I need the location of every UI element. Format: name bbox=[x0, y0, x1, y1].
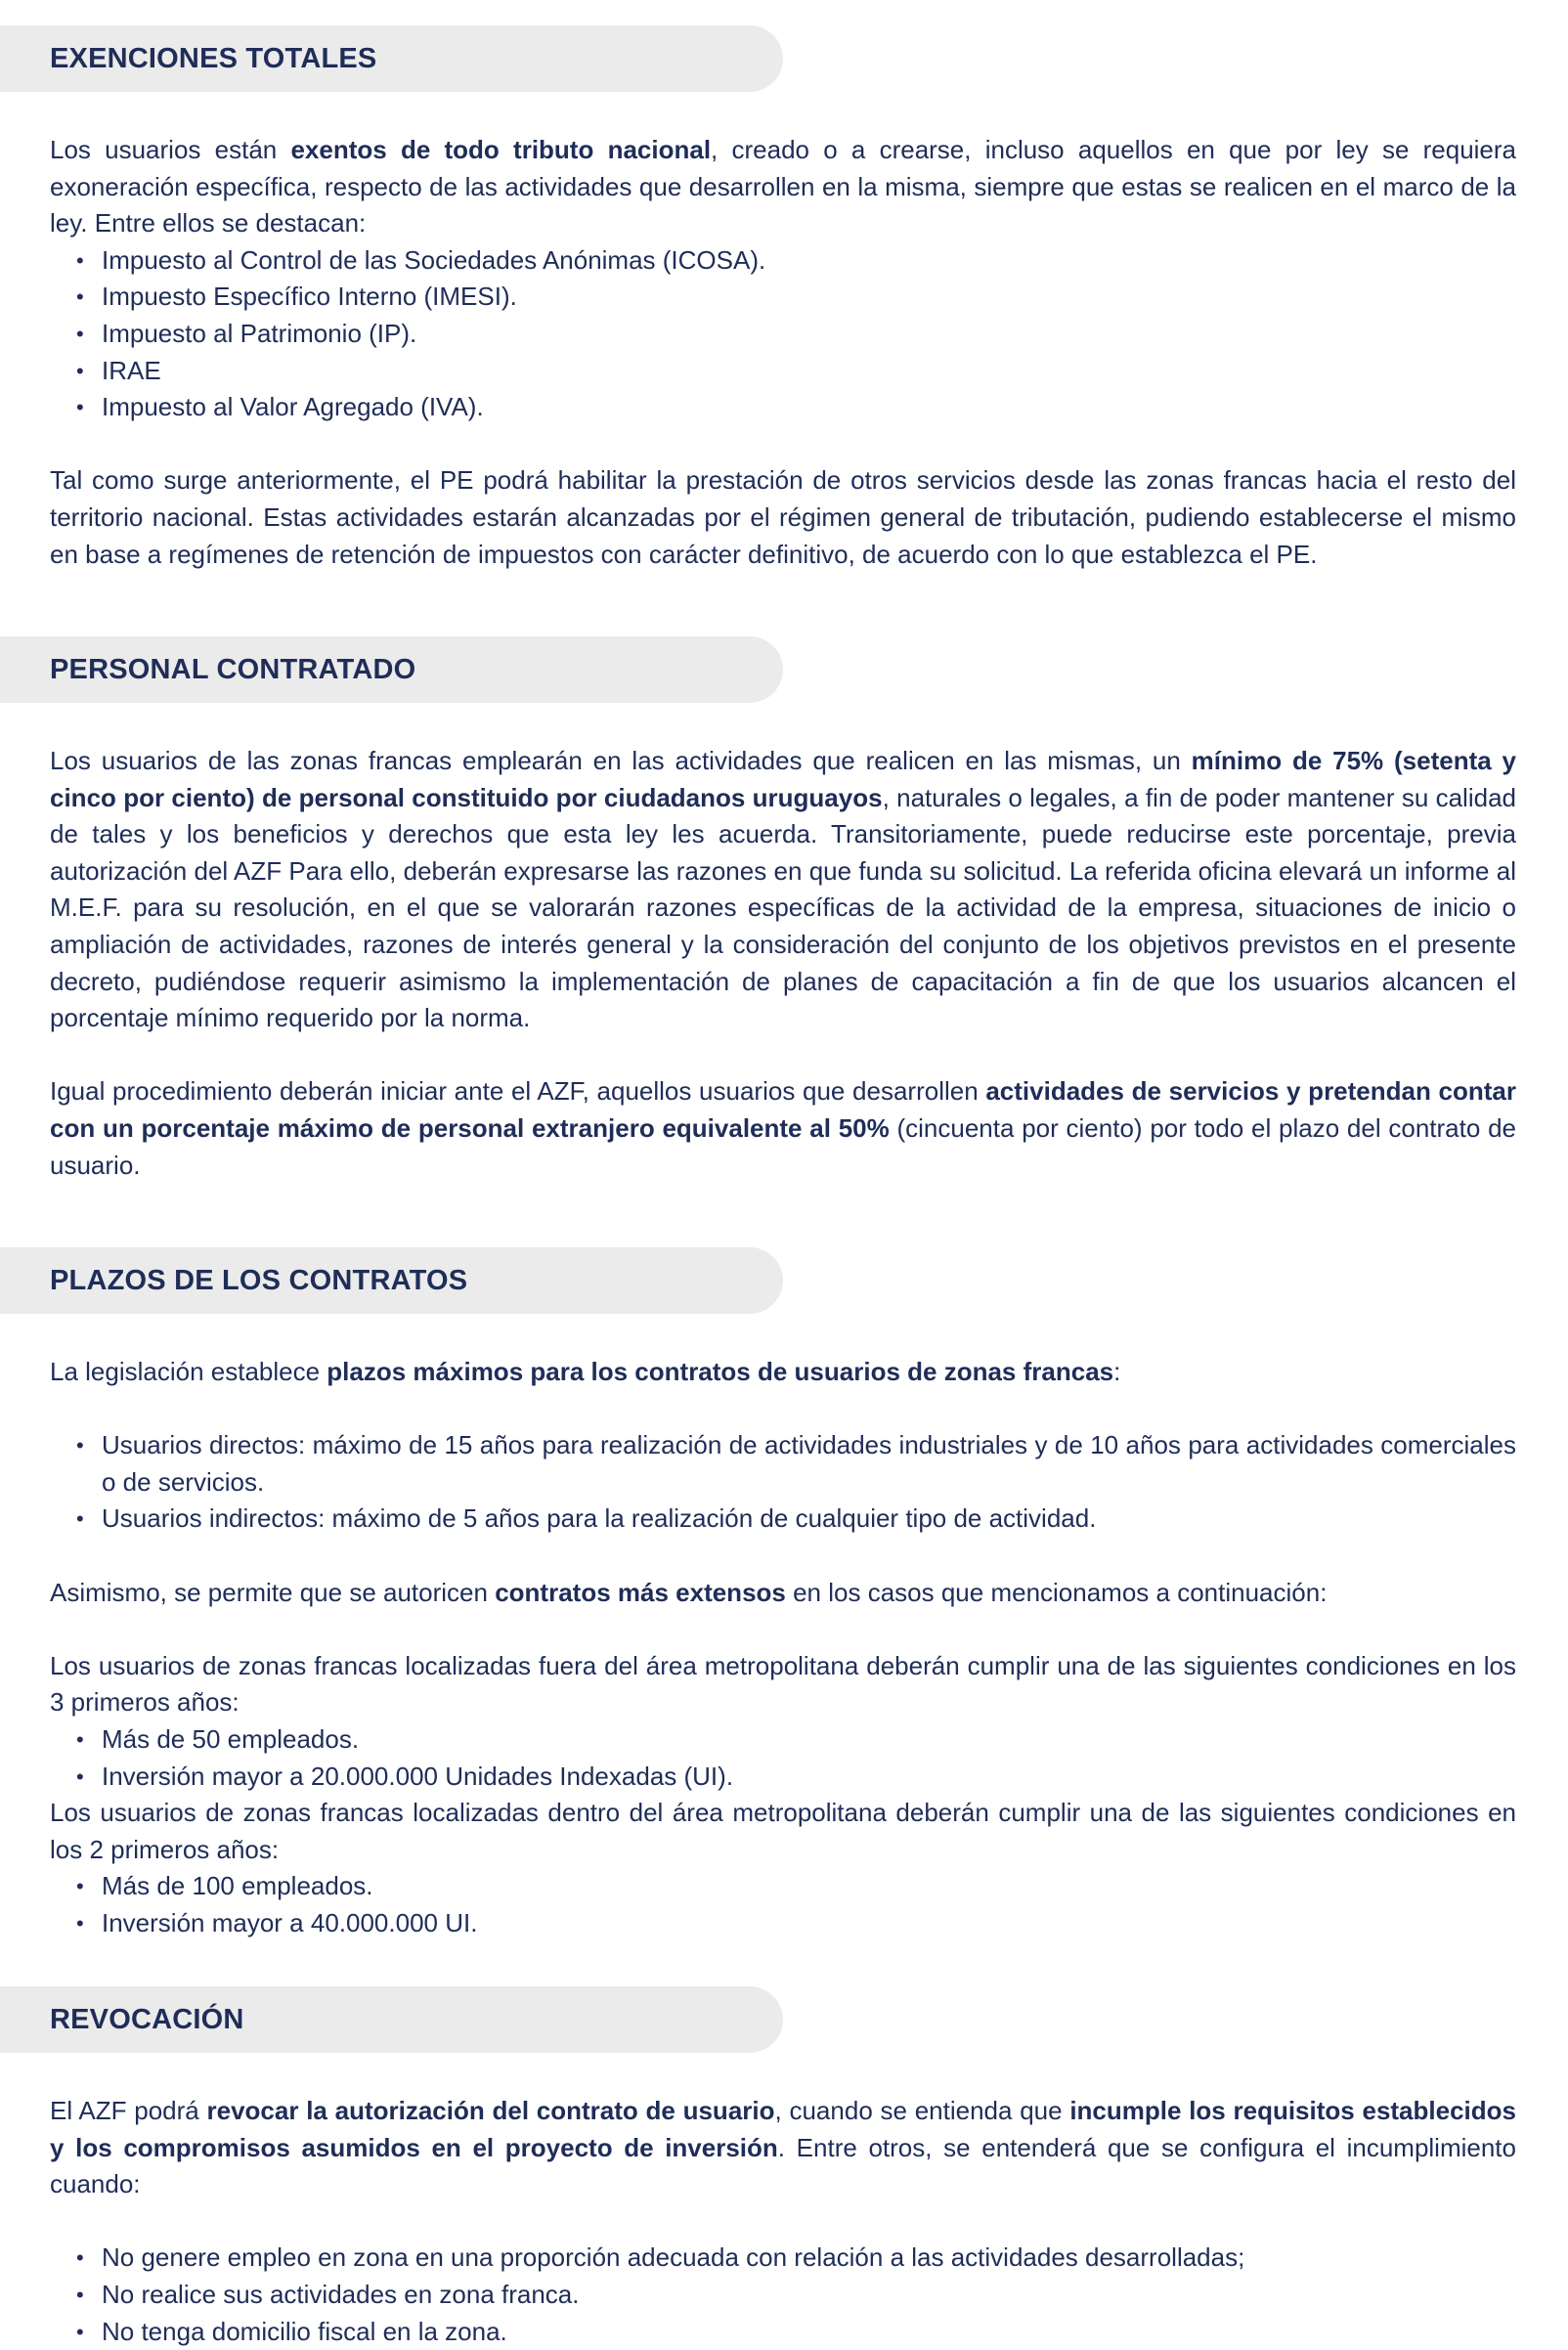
bullet-icon: • bbox=[76, 1506, 84, 1532]
bullet-icon: • bbox=[76, 1433, 84, 1458]
bullet-icon: • bbox=[76, 321, 84, 346]
section-header bbox=[0, 1247, 783, 1314]
bullet-icon: • bbox=[76, 284, 84, 310]
list-item: • Impuesto al Valor Agregado (IVA). bbox=[50, 389, 1516, 426]
section-personal bbox=[0, 636, 1568, 1184]
bullet-list bbox=[50, 1721, 1516, 1795]
section-exenciones bbox=[0, 25, 1568, 573]
list-item: • Usuarios directos: máximo de 15 años para realización de actividades industriales y de 10 años para actividades comerciales o de servicios. bbox=[50, 1427, 1516, 1501]
section-plazos bbox=[0, 1247, 1568, 1942]
bullet-list bbox=[50, 1427, 1516, 1538]
bullet-icon: • bbox=[76, 1874, 84, 1899]
paragraph: Los usuarios de zonas francas localizadas dentro del área metropolitana deberán cumplir una de las siguientes condiciones en los 2 primeros años: bbox=[50, 1798, 1516, 1864]
list-item: • Más de 50 empleados. bbox=[50, 1721, 1516, 1759]
bullet-icon: • bbox=[76, 1910, 84, 1936]
paragraph: Asimismo, se permite que se autoricen contratos más extensos en los casos que mencionamos a continuación: bbox=[50, 1577, 1328, 1607]
bullet-list bbox=[50, 2240, 1516, 2350]
list-item: • Impuesto al Control de las Sociedades Anónimas (ICOSA). bbox=[50, 242, 1516, 280]
paragraph: El AZF podrá revocar la autorización del contrato de usuario, cuando se entienda que incumple los requisitos establecidos y los compromisos asumidos en el proyecto de inversión. Entre otros, se entenderá que se configura el incumplimiento cuando: bbox=[50, 2096, 1516, 2199]
bullet-icon: • bbox=[76, 1726, 84, 1752]
list-item: • Usuarios indirectos: máximo de 5 años para la realización de cualquier tipo de actividad. bbox=[50, 1501, 1516, 1538]
section-title: PLAZOS DE LOS CONTRATOS bbox=[50, 1264, 468, 1296]
list-item: • Más de 100 empleados. bbox=[50, 1868, 1516, 1905]
paragraph: Tal como surge anteriormente, el PE podrá habilitar la prestación de otros servicios desde las zonas francas hacia el resto del territorio nacional. Estas actividades estarán alcanzadas por el régimen general de tributación, pudiendo establecerse el mismo en base a regímenes de retención de impuestos con carácter definitivo, de acuerdo con lo que establezca el PE. bbox=[50, 465, 1516, 569]
section-title: PERSONAL CONTRATADO bbox=[50, 653, 416, 685]
bullet-icon: • bbox=[76, 2245, 84, 2271]
bullet-icon: • bbox=[76, 247, 84, 273]
list-item: • No tenga domicilio fiscal en la zona. bbox=[50, 2314, 1516, 2350]
list-item: • Inversión mayor a 40.000.000 UI. bbox=[50, 1905, 1516, 1942]
list-item: • No realice sus actividades en zona franca. bbox=[50, 2277, 1516, 2314]
section-header bbox=[0, 636, 783, 703]
list-item: • Impuesto al Patrimonio (IP). bbox=[50, 316, 1516, 353]
bullet-icon: • bbox=[76, 358, 84, 383]
list-item: • Impuesto Específico Interno (IMESI). bbox=[50, 279, 1516, 316]
list-item: • No genere empleo en zona en una proporción adecuada con relación a las actividades desarrolladas; bbox=[50, 2240, 1516, 2277]
bullet-icon: • bbox=[76, 2282, 84, 2307]
paragraph: Igual procedimiento deberán iniciar ante el AZF, aquellos usuarios que desarrollen actividades de servicios y pretendan contar con un porcentaje máximo de personal extranjero equivalente al 50% (cincuenta por ciento) por todo el plazo del contrato de usuario. bbox=[50, 1076, 1516, 1180]
section-title: EXENCIONES TOTALES bbox=[50, 42, 377, 74]
section-title: REVOCACIÓN bbox=[50, 2003, 244, 2035]
paragraph: La legislación establece plazos máximos para los contratos de usuarios de zonas francas: bbox=[50, 1357, 1121, 1386]
bullet-list bbox=[50, 1868, 1516, 1941]
paragraph: Los usuarios de zonas francas localizadas fuera del área metropolitana deberán cumplir una de las siguientes condiciones en los 3 primeros años: bbox=[50, 1650, 1516, 1718]
bullet-icon: • bbox=[76, 395, 84, 420]
bullet-icon: • bbox=[76, 1763, 84, 1789]
section-header bbox=[0, 25, 783, 92]
list-item: • Inversión mayor a 20.000.000 Unidades Indexadas (UI). bbox=[50, 1759, 1516, 1796]
paragraph: Los usuarios están exentos de todo tributo nacional, creado o a crearse, incluso aquellos en que por ley se requiera exoneración específica, respecto de las actividades que desarrollen en la misma, siempre que estas se realicen en el marco de la ley. Entre ellos se destacan: bbox=[50, 135, 1517, 239]
section-header bbox=[0, 1986, 783, 2053]
bullet-list bbox=[50, 242, 1516, 426]
list-item: • IRAE bbox=[50, 353, 1516, 390]
bullet-icon: • bbox=[76, 2319, 84, 2344]
paragraph: Los usuarios de las zonas francas emplearán en las actividades que realicen en las mismas, un mínimo de 75% (setenta y cinco por ciento) de personal constituido por ciudadanos uruguayos, naturales o legales, a fin de poder mantener su calidad de tales y los beneficios y derechos que esta ley les acuerda. Transitoriamente, puede reducirse este porcentaje, previa autorización del AZF Para ello, deberán expresarse las razones en que funda su solicitud. La referida oficina elevará un informe al M.E.F. para su resolución, en el que se valorarán razones específicas de la actividad de la empresa, situaciones de inicio o ampliación de actividades, razones de interés general y la consideración del conjunto de los objetivos previstos en el presente decreto, pudiéndose requerir asimismo la implementación de planes de capacitación a fin de que los usuarios alcancen el porcentaje mínimo requerido por la norma. bbox=[50, 746, 1516, 1033]
section-revocacion bbox=[0, 1986, 1568, 2350]
